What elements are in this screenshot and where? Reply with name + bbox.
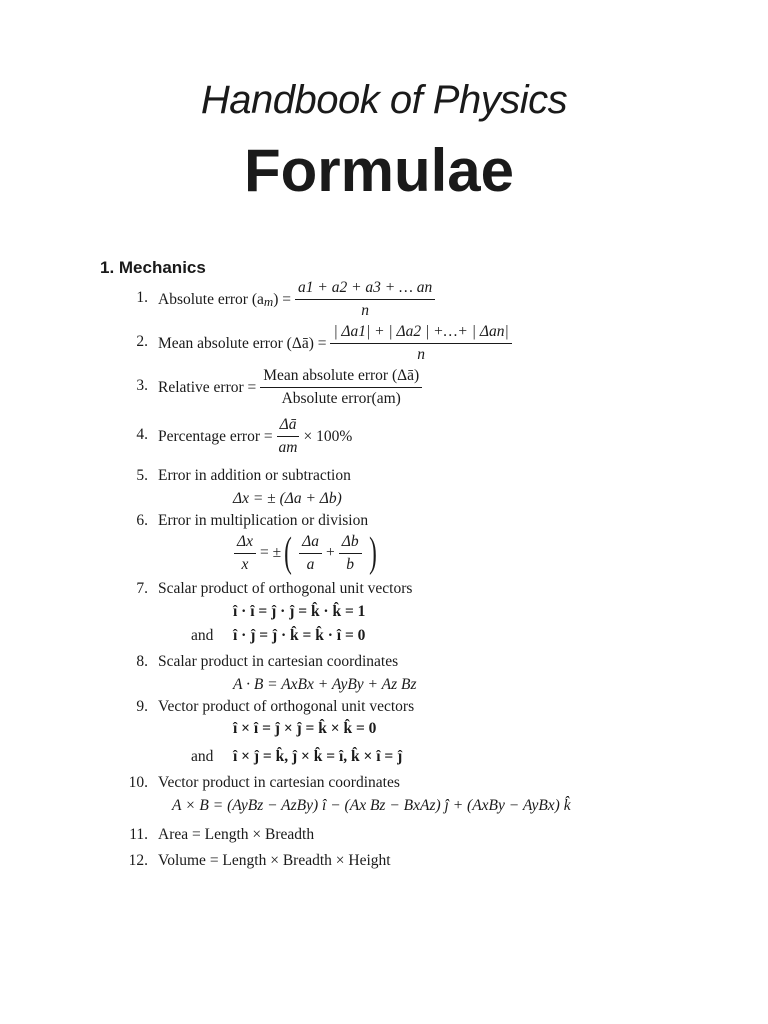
list-item	[158, 367, 426, 408]
denominator: Absolute error(am)	[281, 390, 401, 407]
item-label: Mean absolute error (Δā) =	[158, 334, 327, 352]
fraction	[295, 279, 435, 320]
list-item-label: Scalar product in cartesian coordinates	[158, 653, 399, 670]
numerator: a1 + a2 + a3 + … an	[295, 279, 435, 300]
item-number: 3.	[136, 377, 148, 394]
numerator: | Δa1| + | Δa2 | +…+ | Δan|	[330, 323, 511, 344]
item-label-subscript: m	[263, 294, 274, 310]
list-item-label: Error in addition or subtraction	[158, 467, 351, 484]
fraction	[339, 533, 362, 574]
item-label: Absolute error (a	[158, 290, 264, 308]
item-number: 5.	[136, 467, 148, 484]
item-number: 4.	[136, 426, 148, 443]
list-item-label: Vector product of orthogonal unit vectors	[158, 698, 415, 715]
item-number: 1.	[136, 289, 148, 306]
formula: î · ĵ = ĵ · k̂ = k̂ · î = 0	[233, 627, 366, 644]
formula-text: A × B = (AyBz − AzBy) î − (Ax Bz − BxAz) ĵ + (AxBy − AyBx) k̂	[172, 797, 571, 814]
item-label-tail: ) =	[273, 290, 291, 308]
formula	[230, 532, 380, 574]
list-item-label: Vector product in cartesian coordinates	[158, 774, 400, 791]
item-label: Percentage error =	[158, 427, 273, 445]
right-paren: )	[368, 530, 377, 576]
list-item-label: Volume = Length × Breadth × Height	[158, 852, 391, 869]
fraction	[260, 367, 422, 408]
list-item	[158, 323, 516, 364]
item-number: 7.	[136, 580, 148, 597]
denominator: n	[417, 346, 425, 363]
book-subtitle: Formulae	[243, 137, 515, 204]
formula-text: Δx = ± (Δa + Δb)	[233, 490, 342, 507]
denominator: am	[278, 439, 298, 456]
item-number: 12.	[128, 852, 148, 869]
fraction	[299, 533, 322, 574]
formula-text: A · B = AxBx + AyBy + Az Bz	[233, 676, 417, 693]
numerator: Δa	[299, 533, 322, 554]
list-item	[158, 279, 439, 320]
formula	[233, 490, 342, 508]
numerator: Δb	[339, 533, 362, 554]
numerator: Mean absolute error (Δā)	[260, 367, 422, 388]
formula	[172, 797, 571, 815]
denominator: x	[241, 555, 249, 573]
item-number: 9.	[136, 698, 148, 715]
formula: î × î = ĵ × ĵ = k̂ × k̂ = 0	[233, 720, 377, 737]
item-number: 8.	[136, 653, 148, 670]
fraction	[277, 416, 300, 457]
formula: î · î = ĵ · ĵ = k̂ · k̂ = 1	[233, 603, 366, 620]
list-item-label: Area = Length × Breadth	[158, 826, 315, 843]
fraction	[234, 533, 256, 574]
denominator: n	[361, 302, 369, 319]
denominator: b	[346, 555, 355, 573]
denominator: a	[306, 555, 315, 573]
list-item-label: Scalar product of orthogonal unit vectors	[158, 580, 413, 597]
numerator: Δā	[277, 416, 300, 437]
numerator: Δx	[234, 533, 256, 554]
formula: î × ĵ = k̂, ĵ × k̂ = î, k̂ × î = ĵ	[233, 748, 403, 765]
item-number: 10.	[128, 774, 148, 791]
item-label-tail: × 100%	[303, 427, 353, 445]
equals-sign: = ±	[259, 544, 282, 561]
list-item	[158, 416, 352, 457]
and-label: and	[191, 627, 214, 644]
formula	[233, 676, 416, 694]
and-label: and	[191, 748, 214, 765]
plus-sign: +	[325, 544, 335, 561]
section-heading: 1. Mechanics	[100, 258, 206, 277]
item-label: Relative error =	[158, 378, 257, 396]
item-number: 2.	[136, 333, 148, 350]
book-title: Handbook of Physics	[200, 78, 568, 122]
fraction	[330, 323, 511, 364]
item-number: 11.	[129, 826, 148, 843]
item-number: 6.	[136, 512, 148, 529]
left-paren: (	[284, 530, 292, 576]
list-item-label: Error in multiplication or division	[158, 512, 369, 529]
